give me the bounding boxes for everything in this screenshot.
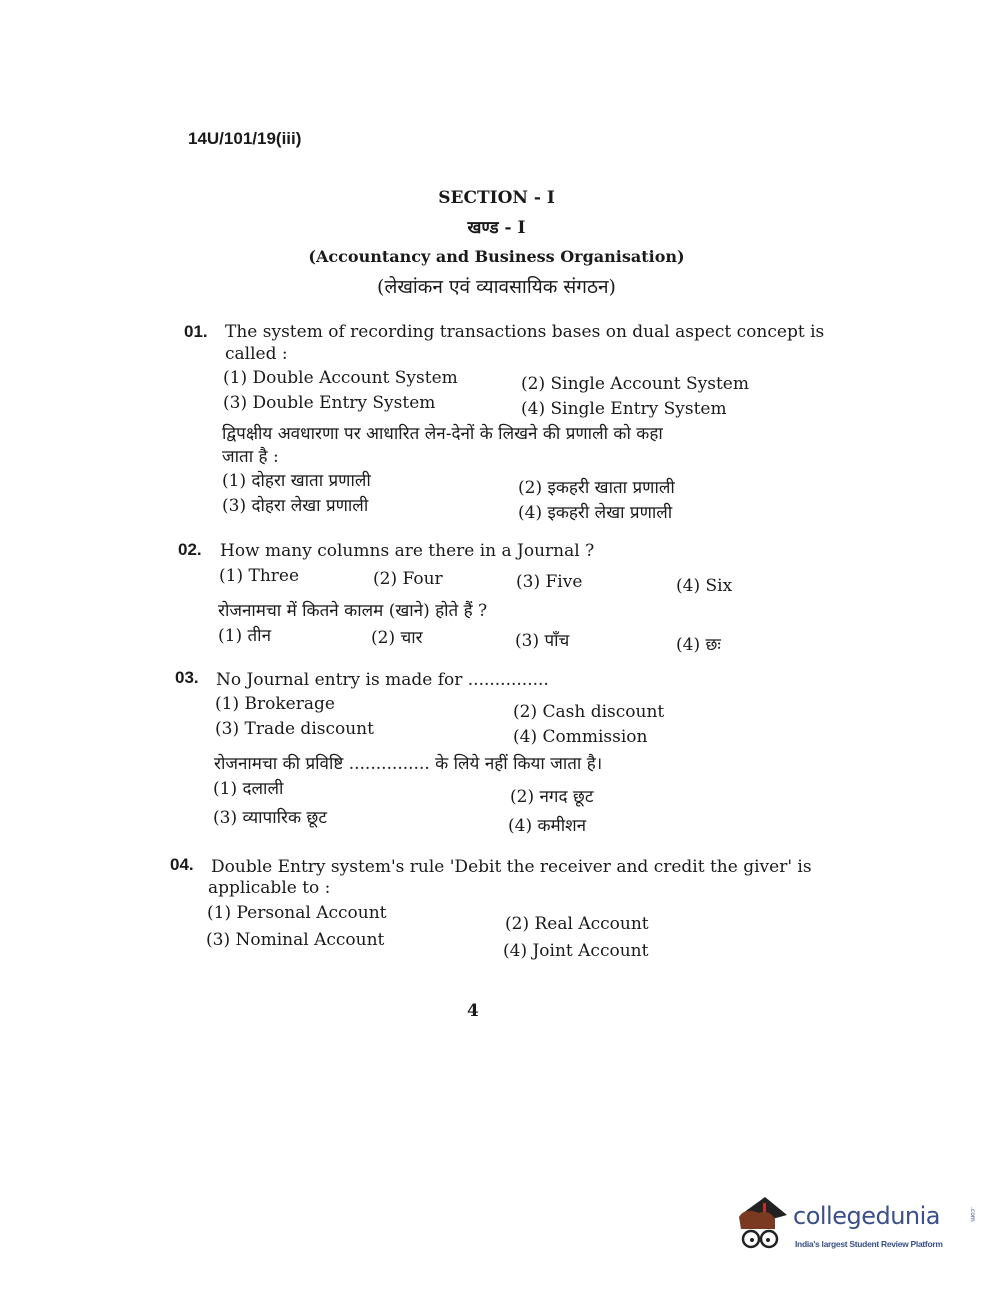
option: (2) चार xyxy=(371,628,423,648)
option: (4) इकहरी लेखा प्रणाली xyxy=(518,503,673,523)
question-text-en: How many columns are there in a Journal ? xyxy=(220,541,595,561)
option: (4) कमीशन xyxy=(508,816,587,836)
option: (1) Double Account System xyxy=(223,368,458,388)
option: (1) दोहरा खाता प्रणाली xyxy=(222,471,371,491)
collegedunia-logo xyxy=(735,1195,985,1260)
option: (3) Five xyxy=(516,572,583,592)
option: (1) Three xyxy=(219,566,300,586)
option: (3) Double Entry System xyxy=(223,393,436,413)
option: (2) Single Account System xyxy=(521,374,749,394)
question-text-en: Double Entry system's rule 'Debit the receiver and credit the giver' is xyxy=(211,857,812,877)
question-text-hi: रोजनामचा की प्रविष्टि ............... के लिये नहीं किया जाता है। xyxy=(214,754,603,774)
logo-wordmark: collegedunia xyxy=(793,1202,941,1230)
option: (3) दोहरा लेखा प्रणाली xyxy=(222,496,369,516)
question-text-hi: रोजनामचा में कितने कालम (खाने) होते हैं ? xyxy=(218,601,488,621)
question-text-hi: द्विपक्षीय अवधारणा पर आधारित लेन-देनों के लिखने की प्रणाली को कहा xyxy=(222,424,663,444)
section-title-en: SECTION - I xyxy=(438,188,555,208)
page-number: 4 xyxy=(467,1001,479,1021)
option: (3) व्यापारिक छूट xyxy=(213,808,327,828)
question-text-en: applicable to : xyxy=(208,878,331,898)
option: (2) Cash discount xyxy=(513,702,665,722)
question-text-hi: जाता है : xyxy=(222,447,279,467)
option: (1) Personal Account xyxy=(207,903,387,923)
question-number: 04. xyxy=(170,855,194,874)
option: (1) तीन xyxy=(218,626,272,646)
option: (1) दलाली xyxy=(213,779,284,799)
subject-en: (Accountancy and Business Organisation) xyxy=(308,247,685,266)
logo-domain: .com xyxy=(969,1207,976,1222)
option: (1) Brokerage xyxy=(215,694,335,714)
section-title-hi: खण्ड - I xyxy=(467,218,526,238)
subject-hi: (लेखांकन एवं व्यावसायिक संगठन) xyxy=(377,276,616,298)
option: (2) नगद छूट xyxy=(510,787,594,807)
option: (3) Trade discount xyxy=(215,719,374,739)
question-text-en: The system of recording transactions bases on dual aspect concept is xyxy=(225,322,825,342)
question-text-en: No Journal entry is made for ............... xyxy=(216,670,549,690)
option: (2) इकहरी खाता प्रणाली xyxy=(518,478,675,498)
paper-code: 14U/101/19(iii) xyxy=(188,129,302,148)
question-number: 01. xyxy=(184,322,208,341)
question-text-en: called : xyxy=(225,344,288,364)
question-number: 03. xyxy=(175,668,199,687)
question-number: 02. xyxy=(178,540,202,559)
option: (4) छः xyxy=(676,635,721,655)
option: (2) Real Account xyxy=(505,914,649,934)
option: (3) पाँच xyxy=(515,631,570,651)
student-mascot-icon xyxy=(735,1195,793,1257)
option: (4) Single Entry System xyxy=(521,399,727,419)
option: (4) Six xyxy=(676,576,733,596)
option: (2) Four xyxy=(373,569,443,589)
option: (3) Nominal Account xyxy=(206,930,385,950)
option: (4) Joint Account xyxy=(503,941,649,961)
option: (4) Commission xyxy=(513,727,648,747)
logo-tagline: India's largest Student Review Platform xyxy=(795,1239,943,1249)
